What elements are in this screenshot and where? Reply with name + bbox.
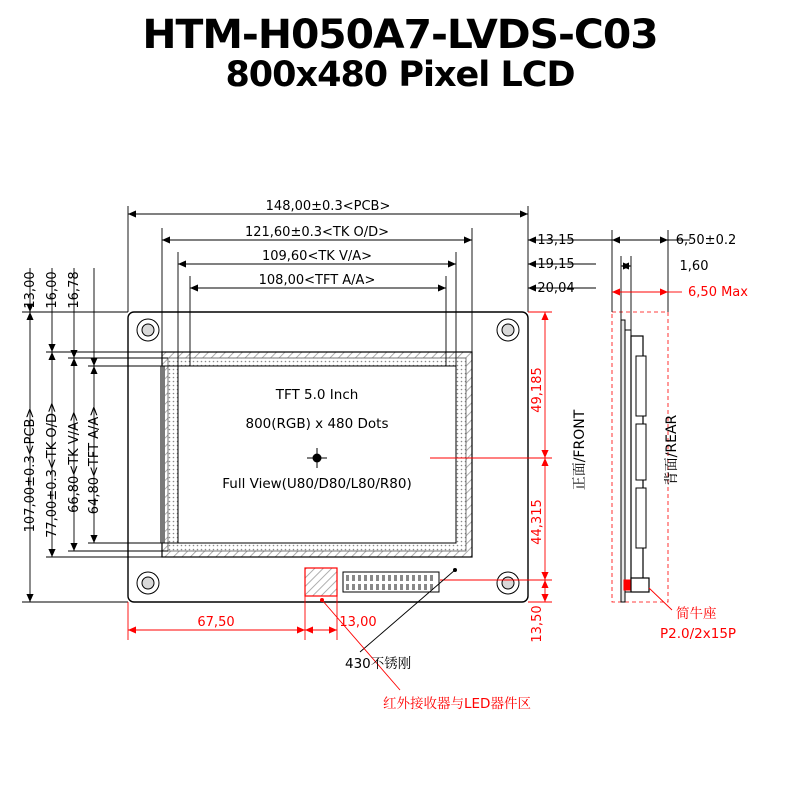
left-dim-1: 77,00±0.3<TK O/D>: [45, 402, 60, 538]
right-dimension-text: [530, 367, 545, 642]
top-dim-3: 108,00<TFT A/A>: [258, 273, 376, 288]
callout-stainless-steel: 430不锈刚: [345, 656, 412, 672]
connector-side-block: [631, 578, 649, 592]
top-dim-0: 148,00±0.3<PCB>: [265, 199, 391, 214]
ir-led-zone: [305, 568, 337, 596]
top-dim-1: 121,60±0.3<TK O/D>: [244, 225, 390, 240]
connector-marker: [624, 580, 630, 590]
top-right-dim-2: 20,04: [537, 281, 575, 296]
title-line-1: HTM-H050A7-LVDS-C03: [142, 12, 658, 58]
left-dim-3: 64,80<TFT A/A>: [87, 405, 102, 515]
front-view-label: 正面/FRONT: [572, 409, 588, 491]
side-dimension-text: [668, 233, 748, 300]
bottom-dim-0: 67,50: [197, 615, 235, 630]
right-dim-0: 49,185: [530, 367, 545, 413]
side-view: [612, 312, 668, 602]
left-dim-2: 66,80<TK V/A>: [67, 411, 82, 513]
bottom-dimension-text: [197, 615, 376, 630]
front-view: [128, 312, 528, 602]
connector-label-0: 简牛座: [676, 606, 717, 622]
cover-glass-layer: [621, 320, 625, 602]
connector-label-1: P2.0/2x15P: [660, 626, 737, 642]
center-label-0: TFT 5.0 Inch: [275, 387, 359, 403]
center-label-1: 800(RGB) x 480 Dots: [245, 416, 389, 432]
side-dim-1: 1,60: [679, 259, 709, 274]
connector-callout: [649, 588, 736, 642]
top-right-dim-0: 13,15: [537, 233, 575, 248]
side-dim-max: 6,50 Max: [688, 285, 748, 300]
fpc-strip: [160, 366, 165, 543]
right-dim-2: 13,50: [530, 605, 545, 643]
right-dim-1: 44,315: [530, 499, 545, 545]
left-top-dim-2: 16,78: [67, 271, 82, 309]
left-dimension-text: [23, 271, 102, 538]
title-line-2: 800x480 Pixel LCD: [225, 55, 575, 95]
left-top-dim-0: 13,00: [23, 271, 38, 309]
bottom-dim-1: 13,00: [339, 615, 377, 630]
callout-ir-led-zone: 红外接收器与LED器件区: [383, 696, 531, 712]
left-top-dim-1: 16,00: [45, 271, 60, 309]
left-dim-0: 107,00±0.3<PCB>: [23, 407, 38, 533]
rear-view-label: 背面/REAR: [664, 414, 680, 486]
tft-layer: [625, 330, 631, 592]
top-dim-2: 109,60<TK V/A>: [261, 249, 373, 264]
center-label-2: Full View(U80/D80/L80/R80): [222, 476, 412, 492]
side-dim-0: 6,50±0.2: [675, 233, 737, 248]
top-right-dim-1: 19,15: [537, 257, 575, 272]
